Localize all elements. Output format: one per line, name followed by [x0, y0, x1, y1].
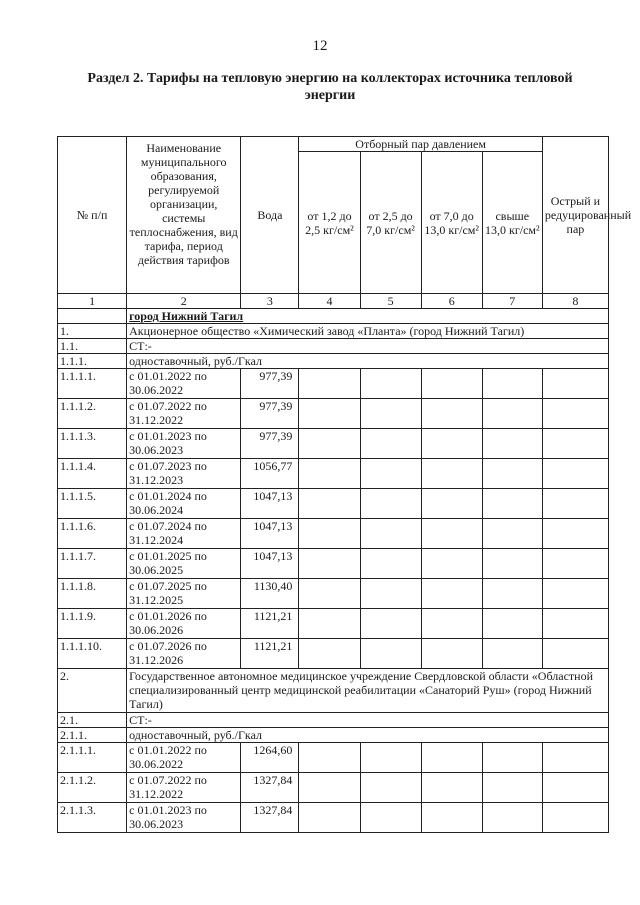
water-tariff: 1047,13 [241, 549, 299, 579]
empty-cell [482, 803, 542, 833]
section-title: Раздел 2. Тарифы на тепловую энергию на коллекторах источника тепловой энергии [87, 71, 573, 103]
header-steam-4: свыше 13,0 кг/см² [482, 152, 542, 294]
tariff-row [58, 773, 609, 803]
empty-cell [421, 639, 482, 669]
tariff-row [58, 429, 609, 459]
tariff-row [58, 369, 609, 399]
row-number: 1.1.1.9. [58, 609, 127, 639]
empty-cell [421, 579, 482, 609]
row-number: 1.1.1.4. [58, 459, 127, 489]
organization-row [58, 324, 609, 339]
empty-cell [542, 803, 608, 833]
system-row [58, 339, 609, 354]
empty-cell [542, 773, 608, 803]
header-num: № п/п [58, 137, 127, 294]
row-label: одноставочный, руб./Гкал [127, 354, 609, 369]
tariff-period: с 01.01.2024 по 30.06.2024 [127, 489, 241, 519]
row-number: 2.1.1.1. [58, 743, 127, 773]
tariff-period: с 01.01.2022 по 30.06.2022 [127, 743, 241, 773]
tariff-row [58, 743, 609, 773]
empty-cell [482, 369, 542, 399]
empty-cell [421, 609, 482, 639]
water-tariff: 1121,21 [241, 609, 299, 639]
row-number: 1.1.1.6. [58, 519, 127, 549]
empty-cell [360, 489, 421, 519]
empty-cell [360, 579, 421, 609]
empty-cell [360, 743, 421, 773]
tariff-row [58, 549, 609, 579]
empty-cell [299, 549, 360, 579]
water-tariff: 1121,21 [241, 639, 299, 669]
tariff-row [58, 519, 609, 549]
row-number: 2.1. [58, 713, 127, 728]
page-number: 12 [312, 38, 328, 54]
tariff-period: с 01.01.2026 по 30.06.2026 [127, 609, 241, 639]
empty-cell [421, 459, 482, 489]
empty-cell [482, 489, 542, 519]
empty-cell [299, 459, 360, 489]
tariff-period: с 01.01.2025 по 30.06.2025 [127, 549, 241, 579]
empty-cell [299, 429, 360, 459]
header-steam-2: от 2,5 до 7,0 кг/см² [360, 152, 421, 294]
tariff-row [58, 609, 609, 639]
empty-cell [360, 369, 421, 399]
water-tariff: 1047,13 [241, 519, 299, 549]
system-row [58, 713, 609, 728]
water-tariff: 1327,84 [241, 803, 299, 833]
row-number: 1.1.1.1. [58, 369, 127, 399]
tariff-period: с 01.07.2026 по 31.12.2026 [127, 639, 241, 669]
tariff-row [58, 489, 609, 519]
tariff-type-row [58, 354, 609, 369]
empty-cell [299, 743, 360, 773]
empty-cell [421, 489, 482, 519]
row-number: 1.1.1.2. [58, 399, 127, 429]
tariff-period: с 01.01.2023 по 30.06.2023 [127, 803, 241, 833]
empty-cell [421, 743, 482, 773]
column-number: 4 [299, 294, 360, 309]
column-number: 1 [58, 294, 127, 309]
tariff-period: с 01.07.2022 по 31.12.2022 [127, 399, 241, 429]
empty-cell [360, 459, 421, 489]
empty-cell [299, 773, 360, 803]
empty-cell [542, 519, 608, 549]
column-number: 8 [542, 294, 608, 309]
empty-cell [299, 639, 360, 669]
empty-cell [542, 609, 608, 639]
row-number: 1.1.1.7. [58, 549, 127, 579]
header-water: Вода [241, 137, 299, 294]
empty-cell [360, 609, 421, 639]
empty-cell [542, 639, 608, 669]
empty-cell [482, 743, 542, 773]
header-steam-group: Отборный пар давлением [299, 137, 542, 152]
empty-cell [299, 803, 360, 833]
row-number: 2. [58, 669, 127, 713]
tariff-period: с 01.07.2023 по 31.12.2023 [127, 459, 241, 489]
empty-cell [482, 579, 542, 609]
empty-cell [299, 489, 360, 519]
empty-cell [482, 609, 542, 639]
row-number: 2.1.1.2. [58, 773, 127, 803]
empty-cell [299, 399, 360, 429]
water-tariff: 977,39 [241, 369, 299, 399]
water-tariff: 1264,60 [241, 743, 299, 773]
row-number: 1.1. [58, 339, 127, 354]
empty-cell [421, 803, 482, 833]
row-label: СТ:- [127, 713, 609, 728]
city-row [58, 309, 609, 324]
empty-cell [360, 519, 421, 549]
tariff-table [57, 136, 632, 833]
row-number: 1.1.1.3. [58, 429, 127, 459]
water-tariff: 1047,13 [241, 489, 299, 519]
tariff-type-row [58, 728, 609, 743]
tariff-row [58, 399, 609, 429]
tariff-period: с 01.01.2022 по 30.06.2022 [127, 369, 241, 399]
row-number: 2.1.1. [58, 728, 127, 743]
row-number: 1.1.1. [58, 354, 127, 369]
empty-cell [421, 773, 482, 803]
empty-cell [360, 639, 421, 669]
empty-cell [360, 399, 421, 429]
city-name: город Нижний Тагил [127, 309, 609, 324]
empty-cell [542, 369, 608, 399]
column-number: 6 [421, 294, 482, 309]
organization-row [58, 669, 609, 713]
row-number: 1.1.1.10. [58, 639, 127, 669]
column-numbers-row [58, 294, 609, 309]
tariff-period: с 01.01.2023 по 30.06.2023 [127, 429, 241, 459]
water-tariff: 1327,84 [241, 773, 299, 803]
empty-cell [542, 489, 608, 519]
empty-cell [299, 519, 360, 549]
empty-cell [482, 459, 542, 489]
empty-cell [482, 519, 542, 549]
empty-cell [299, 609, 360, 639]
tariff-row [58, 803, 609, 833]
empty-cell [542, 549, 608, 579]
row-number: 1.1.1.5. [58, 489, 127, 519]
empty-cell [421, 429, 482, 459]
empty-cell [299, 369, 360, 399]
tariff-period: с 01.07.2022 по 31.12.2022 [127, 773, 241, 803]
empty-cell [360, 803, 421, 833]
tariff-row [58, 459, 609, 489]
empty-cell [421, 399, 482, 429]
empty-cell [542, 459, 608, 489]
column-number: 2 [127, 294, 241, 309]
row-label: Государственное автономное медицинское учреждение Свердловской области «Областной специализированный центр медицинской реабилитации «Санаторий Руш» (город Нижний Тагил) [127, 669, 609, 713]
empty-cell [542, 579, 608, 609]
header-sharp-steam: Острый и редуцированный пар [542, 137, 608, 294]
empty-cell [542, 743, 608, 773]
row-label: Акционерное общество «Химический завод «Планта» (город Нижний Тагил) [127, 324, 609, 339]
empty-cell [482, 549, 542, 579]
row-number: 1.1.1.8. [58, 579, 127, 609]
column-number: 7 [482, 294, 542, 309]
empty-cell [482, 399, 542, 429]
row-label: СТ:- [127, 339, 609, 354]
empty-cell [360, 773, 421, 803]
header-name: Наименование муниципального образования, регулируемой организации, системы теплоснабжения, вид тарифа, период действия тарифов [127, 137, 241, 294]
row-number: 1. [58, 324, 127, 339]
empty-cell [360, 549, 421, 579]
row-label: одноставочный, руб./Гкал [127, 728, 609, 743]
water-tariff: 977,39 [241, 429, 299, 459]
tariff-row [58, 579, 609, 609]
water-tariff: 1056,77 [241, 459, 299, 489]
column-number: 5 [360, 294, 421, 309]
tariff-period: с 01.07.2025 по 31.12.2025 [127, 579, 241, 609]
empty-cell [542, 429, 608, 459]
empty-cell [421, 549, 482, 579]
tariff-period: с 01.07.2024 по 31.12.2024 [127, 519, 241, 549]
empty-cell [482, 639, 542, 669]
water-tariff: 977,39 [241, 399, 299, 429]
empty-cell [421, 369, 482, 399]
header-steam-1: от 1,2 до 2,5 кг/см² [299, 152, 360, 294]
empty-cell [482, 773, 542, 803]
row-number: 2.1.1.3. [58, 803, 127, 833]
empty-cell [482, 429, 542, 459]
column-number: 3 [241, 294, 299, 309]
empty-cell [421, 519, 482, 549]
header-steam-3: от 7,0 до 13,0 кг/см² [421, 152, 482, 294]
tariff-row [58, 639, 609, 669]
water-tariff: 1130,40 [241, 579, 299, 609]
empty-cell [542, 399, 608, 429]
empty-cell [360, 429, 421, 459]
empty-cell [299, 579, 360, 609]
